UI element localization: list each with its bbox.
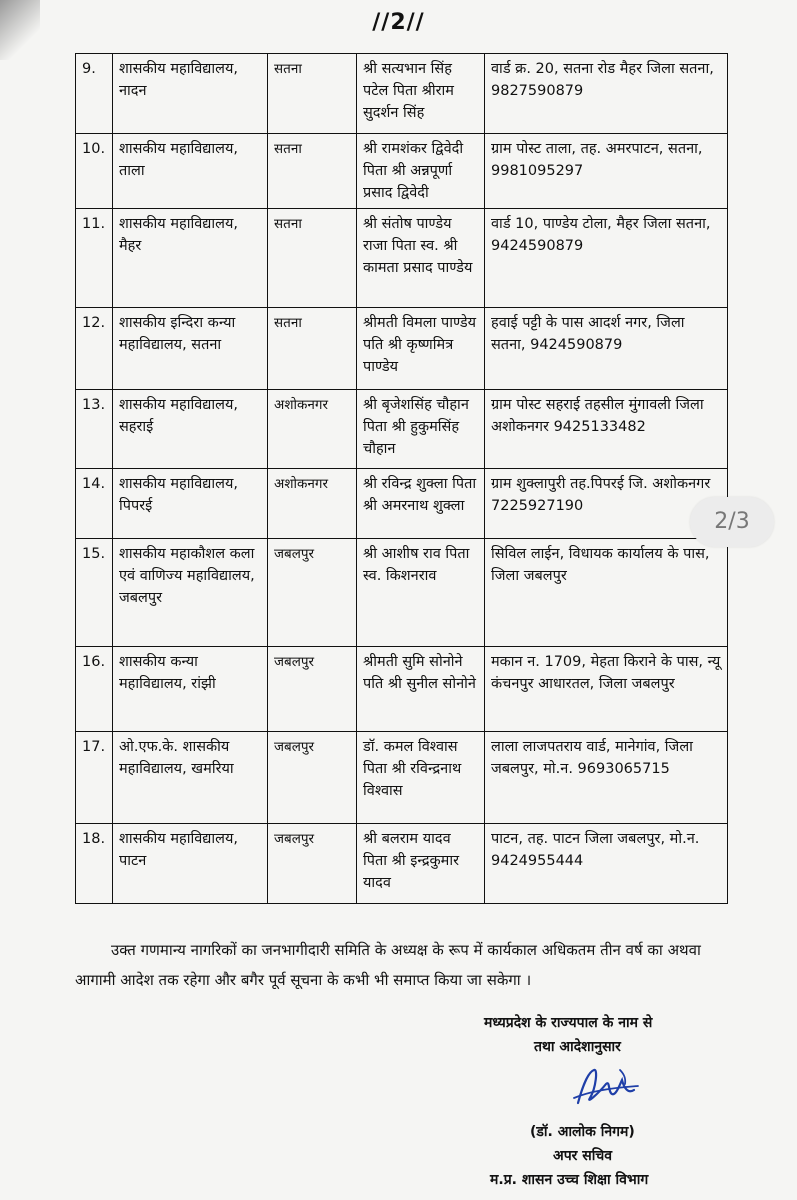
address: वार्ड क्र. 20, सतना रोड मैहर जिला सतना, 9827590879 [485,54,728,134]
district-name: अशोकनगर [268,390,357,469]
district-name: अशोकनगर [268,469,357,539]
table-row [76,308,728,390]
chairman-name: श्री बलराम यादव पिता श्री इन्द्रकुमार यादव [357,824,485,904]
district-name: सतना [268,209,357,308]
row-number: 12. [76,308,113,390]
officer-name: (डॉ. आलोक निगम) [530,1124,635,1140]
row-number: 17. [76,732,113,824]
college-name: शासकीय कन्या महाविद्यालय, रांझी [113,647,268,732]
address: वार्ड 10, पाण्डेय टोला, मैहर जिला सतना, 9424590879 [485,209,728,308]
district-name: जबलपुर [268,647,357,732]
district-name: जबलपुर [268,539,357,647]
address: हवाई पट्टी के पास आदर्श नगर, जिला सतना, 9424590879 [485,308,728,390]
table-row [76,732,728,824]
chairman-name: श्री बृजेशसिंह चौहान पिता श्री हुकुमसिंह चौहान [357,390,485,469]
chairman-name: श्री संतोष पाण्डेय राजा पिता स्व. श्री कामता प्रसाद पाण्डेय [357,209,485,308]
college-name: शासकीय महाविद्यालय, ताला [113,134,268,209]
page-number: //2// [372,10,425,35]
address: ग्राम पोस्ट सहराई तहसील मुंगावली जिला अशोकनगर 9425133482 [485,390,728,469]
row-number: 9. [76,54,113,134]
table-row [76,647,728,732]
college-name: ओ.एफ.के. शासकीय महाविद्यालय, खमरिया [113,732,268,824]
chairman-name: श्रीमती सुमि सोनोने पति श्री सुनील सोनोने [357,647,485,732]
address: ग्राम पोस्ट ताला, तह. अमरपाटन, सतना, 9981095297 [485,134,728,209]
authority-line-1: मध्यप्रदेश के राज्यपाल के नाम से [484,1015,653,1031]
address: सिविल लाईन, विधायक कार्यालय के पास, जिला जबलपुर [485,539,728,647]
chairman-name: श्री सत्यभान सिंह पटेल पिता श्रीराम सुदर्शन सिंह [357,54,485,134]
district-name: सतना [268,54,357,134]
row-number: 10. [76,134,113,209]
table-row [76,539,728,647]
address: पाटन, तह. पाटन जिला जबलपुर, मो.न. 9424955444 [485,824,728,904]
address: ग्राम शुक्लापुरी तह.पिपरई जि. अशोकनगर 7225927190 [485,469,728,539]
chairman-name: श्री रविन्द्र शुक्ला पिता श्री अमरनाथ शुक्ला [357,469,485,539]
college-name: शासकीय महाविद्यालय, मैहर [113,209,268,308]
department-name: म.प्र. शासन उच्च शिक्षा विभाग [490,1172,649,1188]
chairman-name: श्री रामशंकर द्विवेदी पिता श्री अन्नपूर्णा प्रसाद द्विवेदी [357,134,485,209]
table-row [76,469,728,539]
table-row [76,390,728,469]
row-number: 15. [76,539,113,647]
officer-designation: अपर सचिव [553,1148,613,1164]
college-name: शासकीय महाकौशल कला एवं वाणिज्य महाविद्यालय, जबलपुर [113,539,268,647]
district-name: सतना [268,308,357,390]
college-name: शासकीय महाविद्यालय, पिपरई [113,469,268,539]
page-indicator[interactable]: 2/3 [690,497,774,547]
table-row [76,134,728,209]
table-row [76,209,728,308]
college-name: शासकीय महाविद्यालय, पाटन [113,824,268,904]
college-name: शासकीय इन्दिरा कन्या महाविद्यालय, सतना [113,308,268,390]
district-name: सतना [268,134,357,209]
chairman-name: डॉ. कमल विश्वास पिता श्री रविन्द्रनाथ विश्वास [357,732,485,824]
committee-table [75,53,728,904]
table-row [76,824,728,904]
district-name: जबलपुर [268,732,357,824]
address: लाला लाजपतराय वार्ड, मानेगांव, जिला जबलपुर, मो.न. 9693065715 [485,732,728,824]
handwritten-signature [568,1058,648,1118]
chairman-name: श्रीमती विमला पाण्डेय पति श्री कृष्णमित्र पाण्डेय [357,308,485,390]
table-row [76,54,728,134]
chairman-name: श्री आशीष राव पिता स्व. किशनराव [357,539,485,647]
row-number: 13. [76,390,113,469]
college-name: शासकीय महाविद्यालय, नादन [113,54,268,134]
authority-line-2: तथा आदेशानुसार [534,1039,621,1055]
college-name: शासकीय महाविद्यालय, सहराई [113,390,268,469]
district-name: जबलपुर [268,824,357,904]
tenure-paragraph: उक्त गणमान्य नागरिकों का जनभागीदारी समिति के अध्यक्ष के रूप में कार्यकाल अधिकतम तीन वर्ष का अथवा आगामी आदेश तक रहेगा और बगैर पूर्व सूचना के कभी भी समाप्त किया जा सकेगा । [75,941,701,989]
row-number: 11. [76,209,113,308]
row-number: 18. [76,824,113,904]
address: मकान न. 1709, मेहता किराने के पास, न्यू कंचनपुर आधारतल, जिला जबलपुर [485,647,728,732]
row-number: 16. [76,647,113,732]
row-number: 14. [76,469,113,539]
